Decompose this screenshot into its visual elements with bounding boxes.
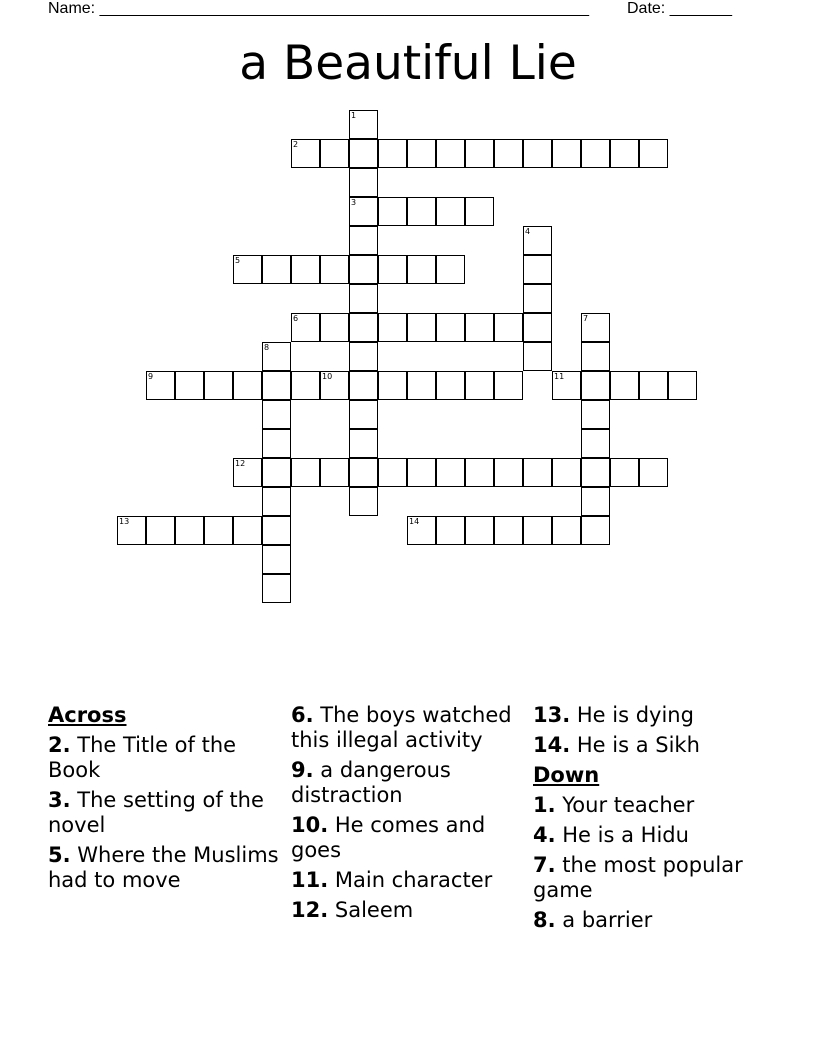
grid-cell[interactable] xyxy=(349,284,378,313)
clue-number: 6. xyxy=(291,703,314,727)
clue-text: He is a Hidu xyxy=(555,823,689,847)
clue-across-9 xyxy=(291,758,523,808)
grid-cell[interactable] xyxy=(291,313,320,342)
clue-number: 14. xyxy=(533,733,571,757)
clue-text: Saleem xyxy=(328,898,414,922)
grid-cell[interactable] xyxy=(436,371,465,400)
grid-cell[interactable] xyxy=(465,139,494,168)
clue-across-2 xyxy=(48,733,280,783)
grid-cell[interactable] xyxy=(465,371,494,400)
grid-cell-number: 8 xyxy=(264,343,270,352)
grid-cell[interactable] xyxy=(552,139,581,168)
grid-cell[interactable] xyxy=(378,197,407,226)
down-heading: Down xyxy=(533,763,600,787)
grid-cell[interactable] xyxy=(378,255,407,284)
grid-cell-number: 1 xyxy=(351,111,357,120)
grid-cell[interactable] xyxy=(204,516,233,545)
clue-text: The Title of the Book xyxy=(48,733,237,782)
grid-cell[interactable] xyxy=(610,139,639,168)
clue-number: 10. xyxy=(291,813,329,837)
puzzle-title: a Beautiful Lie xyxy=(239,36,577,91)
grid-cell-number: 4 xyxy=(525,227,531,236)
grid-cell[interactable] xyxy=(523,516,552,545)
clue-text: a dangerous distraction xyxy=(291,758,451,807)
clue-down-1 xyxy=(533,793,765,818)
grid-cell[interactable] xyxy=(436,516,465,545)
date-field-label: Date: _______ xyxy=(627,0,732,17)
grid-cell[interactable] xyxy=(291,255,320,284)
grid-cell[interactable] xyxy=(465,458,494,487)
grid-cell[interactable] xyxy=(262,487,291,516)
grid-cell-number: 6 xyxy=(293,314,299,323)
grid-cell[interactable] xyxy=(465,313,494,342)
grid-cell[interactable] xyxy=(581,313,610,342)
clue-number: 2. xyxy=(48,733,71,757)
grid-cell[interactable] xyxy=(407,516,436,545)
grid-cell[interactable] xyxy=(523,226,552,255)
grid-cell[interactable] xyxy=(552,371,581,400)
grid-cell[interactable] xyxy=(291,458,320,487)
grid-cell[interactable] xyxy=(610,371,639,400)
grid-cell[interactable] xyxy=(349,197,378,226)
grid-cell[interactable] xyxy=(175,516,204,545)
clue-text: Where the Muslims had to move xyxy=(48,843,279,892)
grid-cell[interactable] xyxy=(436,458,465,487)
clue-number: 1. xyxy=(533,793,556,817)
grid-cell[interactable] xyxy=(523,139,552,168)
grid-cell[interactable] xyxy=(494,458,523,487)
grid-cell[interactable] xyxy=(610,458,639,487)
clue-text: a barrier xyxy=(555,908,653,932)
grid-cell[interactable] xyxy=(639,458,668,487)
grid-cell[interactable] xyxy=(494,516,523,545)
grid-cell-number: 10 xyxy=(322,372,333,381)
grid-cell[interactable] xyxy=(378,371,407,400)
grid-cell[interactable] xyxy=(465,197,494,226)
grid-cell[interactable] xyxy=(320,371,349,400)
grid-cell[interactable] xyxy=(262,400,291,429)
grid-cell[interactable] xyxy=(581,342,610,371)
grid-cell-number: 14 xyxy=(409,517,420,526)
clue-number: 9. xyxy=(291,758,314,782)
grid-cell-number: 9 xyxy=(148,372,154,381)
clue-column-3 xyxy=(533,703,765,938)
grid-cell[interactable] xyxy=(233,255,262,284)
grid-cell[interactable] xyxy=(552,458,581,487)
grid-cell[interactable] xyxy=(262,545,291,574)
grid-cell[interactable] xyxy=(523,255,552,284)
grid-cell[interactable] xyxy=(523,458,552,487)
clue-down-4 xyxy=(533,823,765,848)
clue-across-12 xyxy=(291,898,523,923)
grid-cell[interactable] xyxy=(407,313,436,342)
grid-cell[interactable] xyxy=(436,313,465,342)
grid-cell[interactable] xyxy=(233,458,262,487)
grid-cell[interactable] xyxy=(436,255,465,284)
grid-cell[interactable] xyxy=(407,139,436,168)
grid-cell-number: 12 xyxy=(235,459,246,468)
clue-across-10 xyxy=(291,813,523,863)
grid-cell[interactable] xyxy=(349,139,378,168)
clue-across-6 xyxy=(291,703,523,753)
grid-cell[interactable] xyxy=(494,313,523,342)
grid-cell[interactable] xyxy=(349,313,378,342)
grid-cell[interactable] xyxy=(204,371,233,400)
clue-text: He comes and goes xyxy=(291,813,486,862)
grid-cell[interactable] xyxy=(639,139,668,168)
grid-cell[interactable] xyxy=(262,458,291,487)
clue-text: Main character xyxy=(328,868,493,892)
grid-cell-number: 7 xyxy=(583,314,589,323)
grid-cell[interactable] xyxy=(146,371,175,400)
grid-cell[interactable] xyxy=(349,226,378,255)
grid-cell[interactable] xyxy=(523,342,552,371)
clue-text: the most popular game xyxy=(533,853,743,902)
grid-cell[interactable] xyxy=(262,429,291,458)
clue-down-8 xyxy=(533,908,765,933)
grid-cell[interactable] xyxy=(349,168,378,197)
clue-number: 7. xyxy=(533,853,556,877)
grid-cell[interactable] xyxy=(552,516,581,545)
clue-number: 11. xyxy=(291,868,329,892)
clue-text: He is a Sikh xyxy=(570,733,700,757)
grid-cell-number: 11 xyxy=(554,372,565,381)
grid-cell[interactable] xyxy=(436,139,465,168)
clue-number: 12. xyxy=(291,898,329,922)
grid-cell[interactable] xyxy=(581,516,610,545)
grid-cell[interactable] xyxy=(349,110,378,139)
clue-across-11 xyxy=(291,868,523,893)
grid-cell[interactable] xyxy=(581,458,610,487)
grid-cell[interactable] xyxy=(407,371,436,400)
grid-cell[interactable] xyxy=(262,516,291,545)
grid-cell[interactable] xyxy=(320,139,349,168)
grid-cell[interactable] xyxy=(291,139,320,168)
grid-cell[interactable] xyxy=(233,371,262,400)
grid-cell[interactable] xyxy=(320,313,349,342)
clue-text: Your teacher xyxy=(555,793,695,817)
grid-cell[interactable] xyxy=(320,255,349,284)
grid-cell[interactable] xyxy=(407,255,436,284)
grid-cell[interactable] xyxy=(349,429,378,458)
grid-cell[interactable] xyxy=(349,342,378,371)
clue-text: The setting of the novel xyxy=(48,788,264,837)
grid-cell[interactable] xyxy=(523,313,552,342)
clue-down-7 xyxy=(533,853,765,903)
clue-across-5 xyxy=(48,843,280,893)
grid-cell[interactable] xyxy=(407,197,436,226)
grid-cell[interactable] xyxy=(320,458,349,487)
grid-cell[interactable] xyxy=(378,313,407,342)
clue-number: 3. xyxy=(48,788,71,812)
grid-cell[interactable] xyxy=(494,371,523,400)
clue-across-13 xyxy=(533,703,765,728)
clue-number: 5. xyxy=(48,843,71,867)
grid-cell[interactable] xyxy=(262,371,291,400)
grid-cell[interactable] xyxy=(378,458,407,487)
grid-cell[interactable] xyxy=(349,458,378,487)
grid-cell-number: 2 xyxy=(293,140,299,149)
clue-number: 8. xyxy=(533,908,556,932)
grid-cell[interactable] xyxy=(436,197,465,226)
grid-cell[interactable] xyxy=(349,400,378,429)
grid-cell[interactable] xyxy=(146,516,175,545)
grid-cell[interactable] xyxy=(494,139,523,168)
clue-text: The boys watched this illegal activity xyxy=(291,703,512,752)
grid-cell[interactable] xyxy=(407,458,436,487)
grid-cell[interactable] xyxy=(581,139,610,168)
grid-cell[interactable] xyxy=(639,371,668,400)
clue-column-1 xyxy=(48,703,280,898)
grid-cell[interactable] xyxy=(581,429,610,458)
grid-cell[interactable] xyxy=(581,371,610,400)
clue-across-14 xyxy=(533,733,765,758)
grid-cell[interactable] xyxy=(262,342,291,371)
clue-number: 4. xyxy=(533,823,556,847)
grid-cell-number: 3 xyxy=(351,198,357,207)
clue-text: He is dying xyxy=(570,703,694,727)
grid-cell[interactable] xyxy=(349,371,378,400)
name-field-label: Name: _______________________________________________________ xyxy=(48,0,589,17)
grid-cell[interactable] xyxy=(349,255,378,284)
grid-cell[interactable] xyxy=(349,487,378,516)
grid-cell[interactable] xyxy=(117,516,146,545)
grid-cell[interactable] xyxy=(233,516,262,545)
across-heading: Across xyxy=(48,703,127,727)
grid-cell[interactable] xyxy=(581,487,610,516)
clue-column-2 xyxy=(291,703,523,928)
grid-cell[interactable] xyxy=(262,255,291,284)
grid-cell[interactable] xyxy=(581,400,610,429)
grid-cell[interactable] xyxy=(262,574,291,603)
grid-cell[interactable] xyxy=(465,516,494,545)
grid-cell-number: 5 xyxy=(235,256,241,265)
grid-cell[interactable] xyxy=(668,371,697,400)
clue-number: 13. xyxy=(533,703,571,727)
grid-cell[interactable] xyxy=(291,371,320,400)
grid-cell[interactable] xyxy=(523,284,552,313)
grid-cell[interactable] xyxy=(378,139,407,168)
grid-cell-number: 13 xyxy=(119,517,130,526)
grid-cell[interactable] xyxy=(175,371,204,400)
clue-across-3 xyxy=(48,788,280,838)
